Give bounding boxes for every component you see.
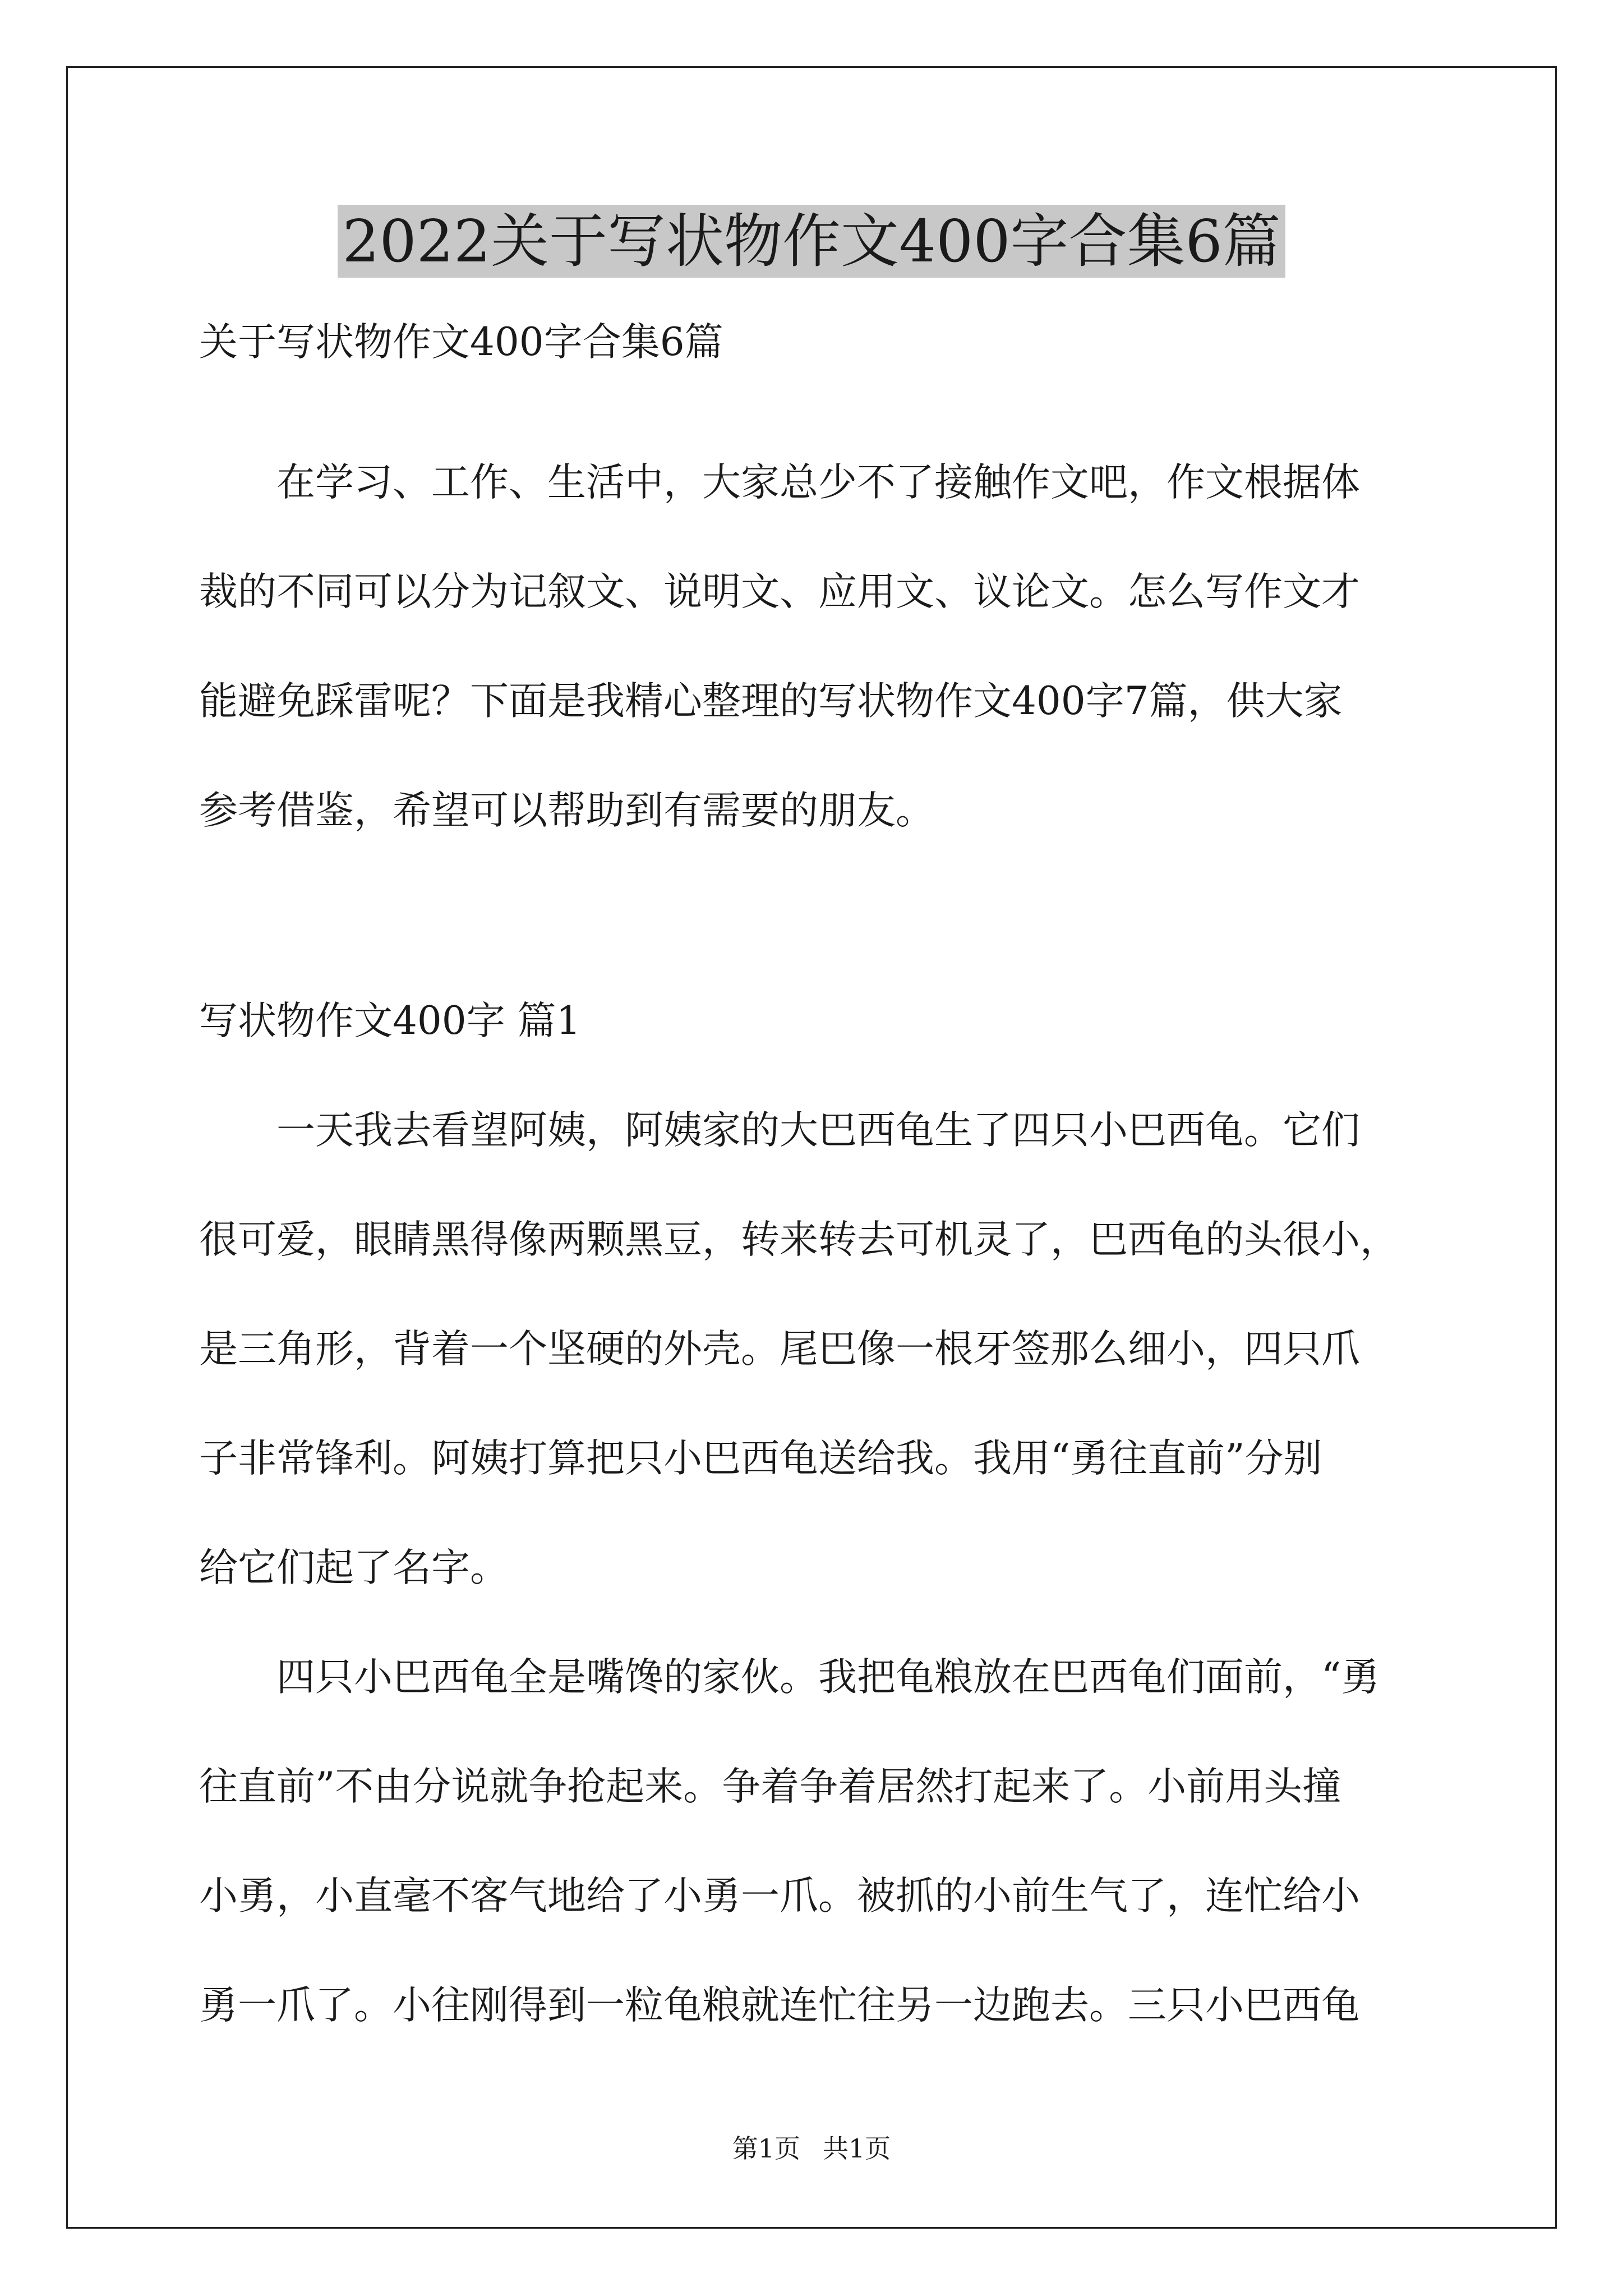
para1-line-4: 子非常锋利。阿姨打算把只小巴西龟送给我。我用“勇往直前”分别 [199,1436,1322,1481]
para2-line-1: 四只小巴西龟全是嘴馋的家伙。我把龟粮放在巴西龟们面前，“勇 [199,1655,1380,1700]
section-heading: 写状物作文400字 篇1 [199,999,581,1043]
intro-line-1: 在学习、工作、生活中，大家总少不了接触作文吧，作文根据体 [199,460,1360,505]
para2-line-2: 往直前”不由分说就争抢起来。争着争着居然打起来了。小前用头撞 [199,1764,1341,1809]
intro-line-3: 能避免踩雷呢？下面是我精心整理的写状物作文400字7篇，供大家 [199,679,1343,724]
intro-line-4: 参考借鉴，希望可以帮助到有需要的朋友。 [199,788,934,833]
document-title-text: 2022关于写状物作文400字合集6篇 [338,205,1285,278]
para1-line-2: 很可爱，眼睛黑得像两颗黑豆，转来转去可机灵了，巴西龟的头很小， [199,1217,1399,1262]
para2-line-3: 小勇，小直毫不客气地给了小勇一爪。被抓的小前生气了，连忙给小 [199,1874,1360,1918]
document-subtitle: 关于写状物作文400字合集6篇 [199,320,723,365]
para1-line-5: 给它们起了名字。 [199,1545,509,1590]
para1-line-1: 一天我去看望阿姨，阿姨家的大巴西龟生了四只小巴西龟。它们 [199,1108,1360,1153]
page-footer [0,2129,1623,2168]
intro-line-2: 裁的不同可以分为记叙文、说明文、应用文、议论文。怎么写作文才 [199,569,1360,614]
page-total: 共1页 [823,2133,891,2164]
page-number: 第1页 [732,2133,800,2164]
document-title [0,199,1623,283]
para1-line-3: 是三角形，背着一个坚硬的外壳。尾巴像一根牙签那么细小，四只爪 [199,1327,1360,1372]
para2-line-4: 勇一爪了。小往刚得到一粒龟粮就连忙往另一边跑去。三只小巴西龟 [199,1983,1360,2028]
